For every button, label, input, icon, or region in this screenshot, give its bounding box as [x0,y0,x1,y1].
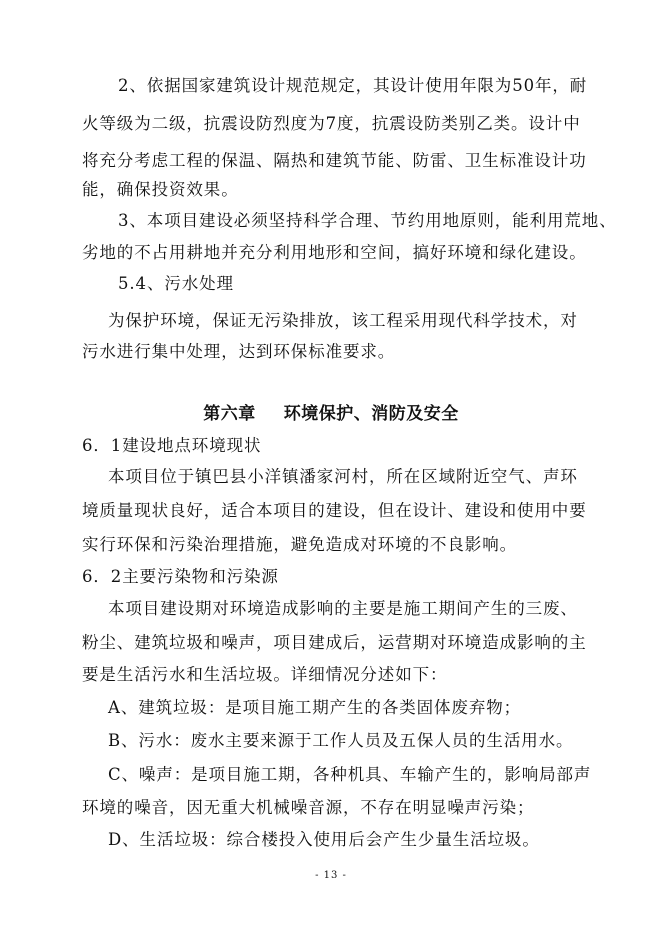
list-item-c-line-1: C、噪声：是项目施工期，各种机具、车输产生的，影响局部声 [108,765,592,784]
section-6-2-line-3: 要是生活污水和生活垃圾。详细情况分述如下： [82,665,448,684]
paragraph-1-line-1: 2、依据国家建筑设计规范规定，其设计使用年限为50年，耐 [118,76,588,95]
paragraph-2-line-2: 劣地的不占用耕地并充分利用地形和空间，搞好环境和绿化建设。 [82,243,587,262]
paragraph-1-line-2: 火等级为二级，抗震设防烈度为7度，抗震设防类别乙类。设计中 [82,114,581,133]
section-6-2-line-1: 本项目建设期对环境造成影响的主要是施工期间产生的三废、 [108,599,578,618]
section-5-4-title: 5.4、污水处理 [118,274,234,293]
section-5-4-line-1: 为保护环境，保证无污染排放，该工程采用现代科学技术，对 [108,311,578,330]
chapter-number: 第六章 [203,404,256,424]
page-number: - 13 - [315,870,347,881]
section-6-2-title: 6．2主要污染物和污染源 [82,567,279,586]
list-item-b: B、污水：废水主要来源于工作人员及五保人员的生活用水。 [108,731,574,750]
paragraph-1-line-3: 将充分考虑工程的保温、隔热和建筑节能、防雷、卫生标准设计功 [82,151,587,170]
section-5-4-line-2: 污水进行集中处理，达到环保标准要求。 [82,342,396,361]
list-item-d: D、生活垃圾：综合楼投入使用后会产生少量生活垃圾。 [108,830,540,849]
chapter-title: 环境保护、消防及安全 [283,404,459,424]
section-6-2-line-2: 粉尘、建筑垃圾和噪声，项目建成后，运营期对环境造成影响的主 [82,633,587,652]
paragraph-1-line-4: 能，确保投资效果。 [82,180,239,199]
section-6-1-line-1: 本项目位于镇巴县小洋镇潘家河村，所在区域附近空气、声环 [108,467,578,486]
list-item-a: A、建筑垃圾：是项目施工期产生的各类固体废弃物； [108,698,522,717]
section-6-1-line-3: 实行环保和污染治理措施，避免造成对环境的不良影响。 [82,535,517,554]
chapter-heading [0,403,662,425]
section-6-1-line-2: 境质量现状良好，适合本项目的建设，但在设计、建设和使用中要 [82,501,587,520]
list-item-c-line-2: 环境的噪音，因无重大机械噪音源，不存在明显噪声污染； [82,798,535,817]
section-6-1-title: 6．1建设地点环境现状 [82,436,262,455]
paragraph-2-line-1: 3、本项目建设必须坚持科学合理、节约用地原则，能利用荒地、 [118,211,617,230]
